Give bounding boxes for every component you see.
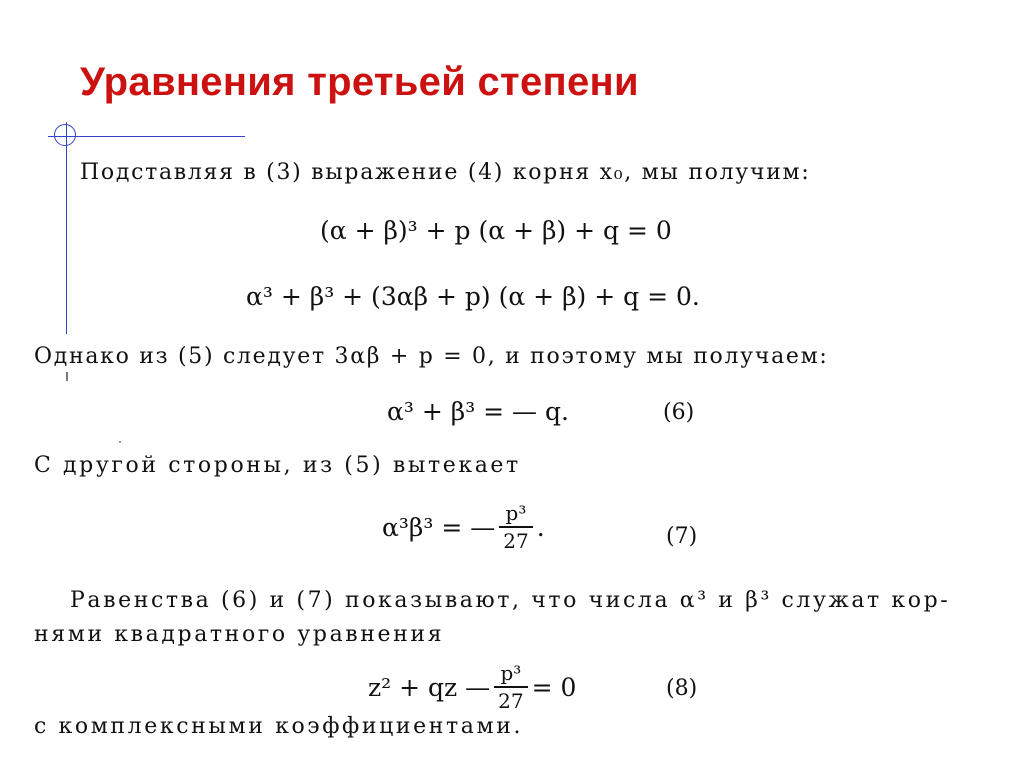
fraction-numerator: p³ <box>500 661 522 685</box>
fraction-p-cubed-over-27 <box>499 502 532 552</box>
slide-title: Уравнения третьей степени <box>80 60 639 104</box>
scan-speck <box>119 441 121 443</box>
formula-product-tail: . <box>536 512 545 542</box>
formula-product-of-cubes <box>382 502 545 552</box>
formula-quadratic-equation <box>368 662 576 712</box>
equation-number-8: (8) <box>666 676 698 701</box>
crosshair-horizontal-line <box>48 136 245 137</box>
formula-quadratic-tail: = 0 <box>531 672 577 702</box>
formula-expanded-sum: (α + β)³ + p (α + β) + q = 0 <box>320 216 672 245</box>
text-line-however: Однако из (5) следует 3αβ + p = 0, и поэтому мы получаем: <box>34 344 829 369</box>
text-line-substitution: Подставляя в (3) выражение (4) корня x₀, мы получим: <box>80 160 811 185</box>
fraction-denominator: 27 <box>494 686 527 712</box>
formula-sum-of-cubes: α³ + β³ = — q. <box>387 397 569 426</box>
fraction-numerator: p³ <box>505 501 527 525</box>
formula-product-lhs: α³β³ = — <box>382 512 496 542</box>
text-line-complex-coefficients: с комплексными коэффициентами. <box>34 714 524 739</box>
crosshair-circle-icon <box>54 124 76 146</box>
crosshair-vertical-line <box>66 122 67 334</box>
equation-number-7: (7) <box>666 524 698 549</box>
text-line-quadratic: нями квадратного уравнения <box>34 622 445 647</box>
fraction-denominator: 27 <box>499 526 532 552</box>
text-line-equalities: Равенства (6) и (7) показывают, что числа α³ и β³ служат кор- <box>70 588 951 613</box>
fraction-p-cubed-over-27 <box>494 662 527 712</box>
equation-number-6: (6) <box>663 400 695 425</box>
margin-tick-mark <box>66 372 68 381</box>
text-line-other-side: С другой стороны, из (5) вытекает <box>34 453 521 478</box>
formula-cubic-expansion: α³ + β³ + (3αβ + p) (α + β) + q = 0. <box>246 282 700 311</box>
formula-quadratic-lhs: z² + qz — <box>368 672 491 702</box>
